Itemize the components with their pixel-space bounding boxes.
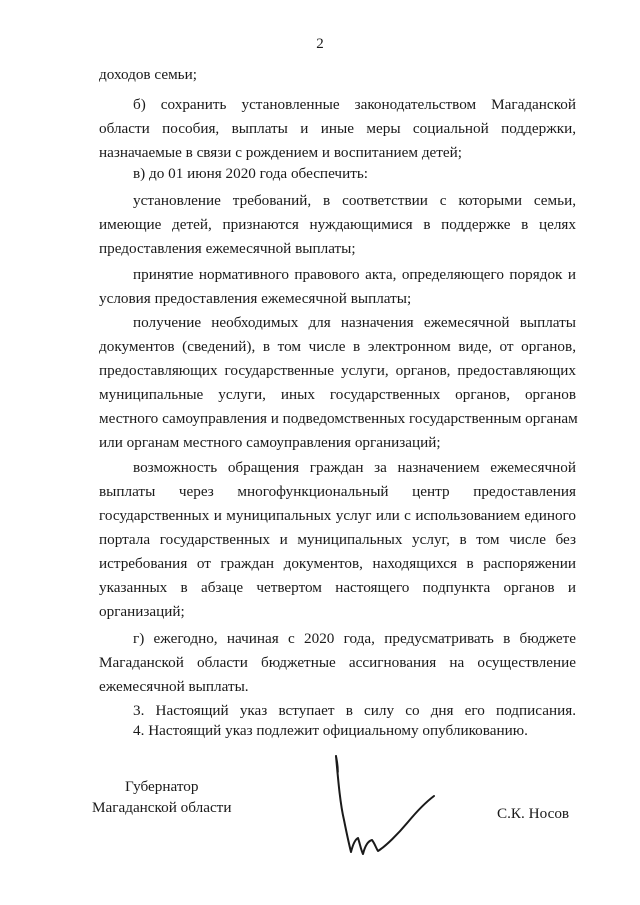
text-line: области пособия, выплаты и иные меры социальной поддержки, xyxy=(99,120,576,137)
text-line: Магаданской области бюджетные ассигнования на осуществление xyxy=(99,654,576,671)
text-line: портала государственных и муниципальных услуг, в том числе без xyxy=(99,531,576,548)
text-line: предоставляющих государственные услуги, органов, предоставляющих xyxy=(99,362,576,379)
text-line: истребования от граждан документов, находящихся в распоряжении xyxy=(99,555,576,572)
signatory-title xyxy=(92,776,231,818)
text-line: муниципальные услуги, иных государственных органов, органов xyxy=(99,386,576,403)
text-line: в) до 01 июня 2020 года обеспечить: xyxy=(133,165,368,182)
text-line: местного самоуправления и подведомственных государственным органам xyxy=(99,410,578,427)
text-line: указанных в абзаце четвертом настоящего подпункта органов и xyxy=(99,579,576,596)
signatory-name: С.К. Носов xyxy=(497,805,570,822)
text-line: организаций; xyxy=(99,603,185,620)
text-line: возможность обращения граждан за назначением ежемесячной xyxy=(133,459,576,476)
signatory-position: Губернатор xyxy=(124,778,199,795)
text-line: 4. Настоящий указ подлежит официальному опубликованию. xyxy=(133,722,528,739)
text-line: или органам местного самоуправления организаций; xyxy=(99,434,441,451)
text-line: получение необходимых для назначения ежемесячной выплаты xyxy=(133,314,576,331)
text-line: ежемесячной выплаты. xyxy=(99,678,249,695)
text-line: г) ежегодно, начиная с 2020 года, предусматривать в бюджете xyxy=(133,630,576,647)
text-line: предоставления ежемесячной выплаты; xyxy=(99,240,356,257)
text-line: принятие нормативного правового акта, определяющего порядок и xyxy=(133,266,576,283)
text-line: б) сохранить установленные законодательством Магаданской xyxy=(133,96,576,113)
text-line: государственных и муниципальных услуг или с использованием единого xyxy=(99,507,576,524)
handwritten-signature xyxy=(326,748,446,863)
text-line: документов (сведений), в том числе в электронном виде, от органов, xyxy=(99,338,576,355)
text-line: имеющие детей, признаются нуждающимися в поддержке в целях xyxy=(99,216,576,233)
signatory-region: Магаданской области xyxy=(92,799,232,816)
text-line: назначаемые в связи с рождением и воспитанием детей; xyxy=(99,144,463,161)
text-line: условия предоставления ежемесячной выплаты; xyxy=(99,290,412,307)
page-number: 2 xyxy=(316,36,324,52)
text-line: установление требований, в соответствии с которыми семьи, xyxy=(133,192,576,209)
text-line: доходов семьи; xyxy=(99,66,197,83)
text-line: 3. Настоящий указ вступает в силу со дня его подписания. xyxy=(133,702,576,719)
text-line: выплаты через многофункциональный центр предоставления xyxy=(99,483,576,500)
